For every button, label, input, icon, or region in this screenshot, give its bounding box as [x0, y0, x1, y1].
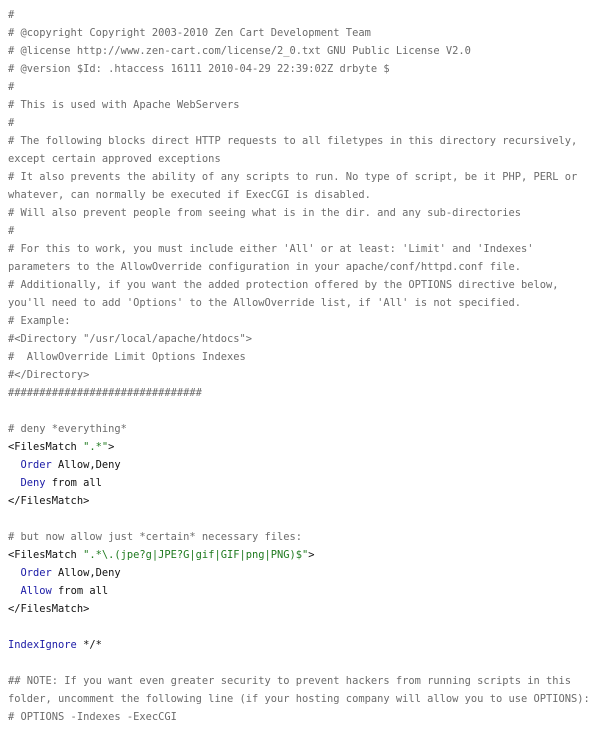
- code-line: # This is used with Apache WebServers: [8, 99, 240, 111]
- code-line: # For this to work, you must include either 'All' or at least: 'Limit' and 'Indexes' parameters to the AllowOverride configuration in your apache/conf/httpd.conf file.: [8, 243, 540, 273]
- code-line: # @copyright Copyright 2003-2010 Zen Cart Development Team: [8, 27, 371, 39]
- code-line: # @license http://www.zen-cart.com/license/2_0.txt GNU Public License V2.0: [8, 45, 471, 57]
- code-line: #<Directory "/usr/local/apache/htdocs">: [8, 333, 252, 345]
- code-line: # It also prevents the ability of any scripts to run. No type of script, be it PHP, PERL or whatever, can normally be executed if ExecCGI is disabled.: [8, 171, 584, 201]
- code-line: [8, 618, 596, 636]
- code-line: IndexIgnore */*: [8, 639, 102, 651]
- code-line: [8, 402, 596, 420]
- code-line: # deny *everything*: [8, 423, 127, 435]
- code-line: Deny from all: [20, 477, 102, 489]
- code-line: [8, 510, 596, 528]
- code-line: Order Allow,Deny: [20, 459, 121, 471]
- code-line: # @version $Id: .htaccess 16111 2010-04-29 22:39:02Z drbyte $: [8, 63, 390, 75]
- code-line: # Example:: [8, 315, 71, 327]
- code-line: <FilesMatch ".*">: [8, 441, 115, 453]
- code-line: # AllowOverride Limit Options Indexes: [8, 351, 246, 363]
- code-line: Order Allow,Deny: [20, 567, 121, 579]
- code-line: <FilesMatch ".*\.(jpe?g|JPE?G|gif|GIF|png|PNG)$">: [8, 549, 315, 561]
- code-line: #: [8, 117, 15, 129]
- code-line: #: [8, 225, 15, 237]
- code-line: #</Directory>: [8, 369, 90, 381]
- code-line: # but now allow just *certain* necessary files:: [8, 531, 303, 543]
- code-line: </FilesMatch>: [8, 495, 90, 507]
- code-line: ## NOTE: If you want even greater security to prevent hackers from running scripts in this folder, uncomment the following line (if your hosting company will allow you to use OPTIONS):: [8, 675, 590, 705]
- code-line: #: [8, 81, 15, 93]
- code-line: #: [8, 9, 15, 21]
- code-line: # Will also prevent people from seeing what is in the dir. and any sub-directories: [8, 207, 521, 219]
- code-line: </FilesMatch>: [8, 603, 90, 615]
- code-line: Allow from all: [20, 585, 109, 597]
- code-line: [8, 654, 596, 672]
- code-line: # Additionally, if you want the added protection offered by the OPTIONS directive below, you'll need to add 'Options' to the AllowOverride list, if 'All' is not specified.: [8, 279, 565, 309]
- code-line: ###############################: [8, 387, 202, 399]
- code-line: # The following blocks direct HTTP requests to all filetypes in this directory recursively, except certain approved exceptions: [8, 135, 584, 165]
- code-line: # OPTIONS -Indexes -ExecCGI: [8, 711, 177, 723]
